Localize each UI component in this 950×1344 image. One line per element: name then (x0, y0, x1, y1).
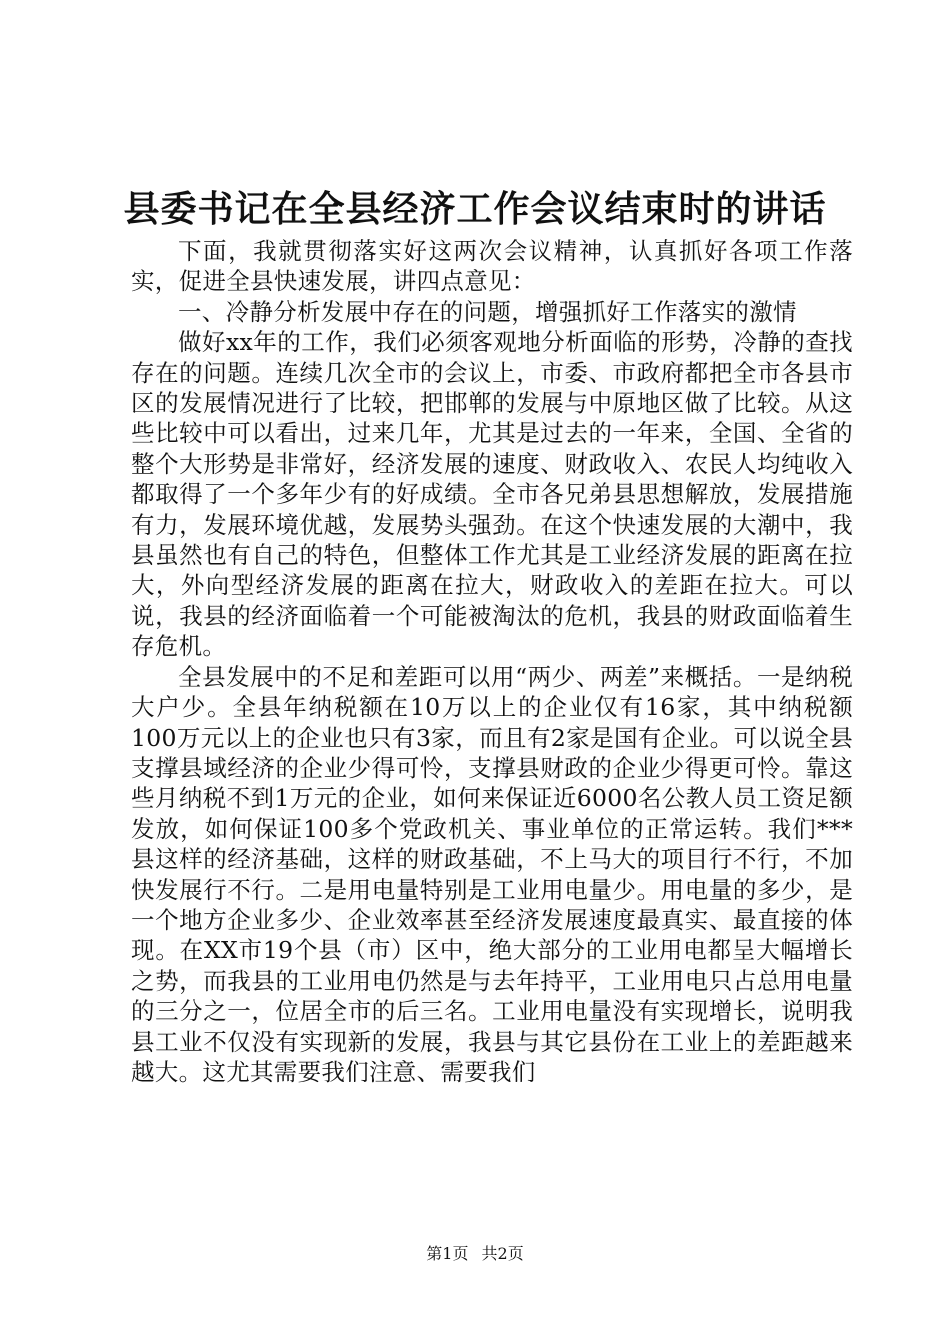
paragraph-intro: 下面，我就贯彻落实好这两次会议精神，认真抓好各项工作落实，促进全县快速发展，讲四点意见： (131, 237, 853, 296)
document-body (131, 236, 853, 1087)
paragraph-shortcomings: 全县发展中的不足和差距可以用“两少、两差”来概括。一是纳税大户少。全县年纳税额在10万以上的企业仅有16家，其中纳税额100万元以上的企业也只有3家，而且有2家是国有企业。可以说全县支撑县域经济的企业少得可怜，支撑县财政的企业少得更可怜。靠这些月纳税不到1万元的企业，如何来保证近6000名公教人员工资足额发放，如何保证100多个党政机关、事业单位的正常运转。我们***县这样的经济基础，这样的财政基础，不上马大的项目行不行，不加快发展行不行。二是用电量特别是工业用电量少。用电量的多少，是一个地方企业多少、企业效率甚至经济发展速度最真实、最直接的体现。在XX市19个县（市）区中，绝大部分的工业用电都呈大幅增长之势，而我县的工业用电仍然是与去年持平，工业用电只占总用电量的三分之一，位居全市的后三名。工业用电量没有实现增长，说明我县工业不仅没有实现新的发展，我县与其它县份在工业上的差距越来越大。这尤其需要我们注意、需要我们 (131, 662, 853, 1086)
document-title: 县委书记在全县经济工作会议结束时的讲话 (123, 188, 827, 230)
paragraph-heading-1: 一、冷静分析发展中存在的问题，增强抓好工作落实的激情 (178, 297, 797, 326)
page-total: 共2页 (481, 1244, 524, 1263)
page-footer (0, 1244, 950, 1264)
paragraph-situation: 做好xx年的工作，我们必须客观地分析面临的形势，冷静的查找存在的问题。连续几次全市的会议上，市委、市政府都把全市各县市区的发展情况进行了比较，把邯郸的发展与中原地区做了比较。从这些比较中可以看出，过来几年，尤其是过去的一年来，全国、全省的整个大形势是非常好，经济发展的速度、财政收入、农民人均纯收入都取得了一个多年少有的好成绩。全市各兄弟县思想解放，发展措施有力，发展环境优越，发展势头强劲。在这个快速发展的大潮中，我县虽然也有自己的特色，但整体工作尤其是工业经济发展的距离在拉大，外向型经济发展的距离在拉大，财政收入的差距在拉大。可以说，我县的经济面临着一个可能被淘汰的危机，我县的财政面临着生存危机。 (131, 328, 853, 661)
page-number: 第1页 (426, 1244, 469, 1263)
